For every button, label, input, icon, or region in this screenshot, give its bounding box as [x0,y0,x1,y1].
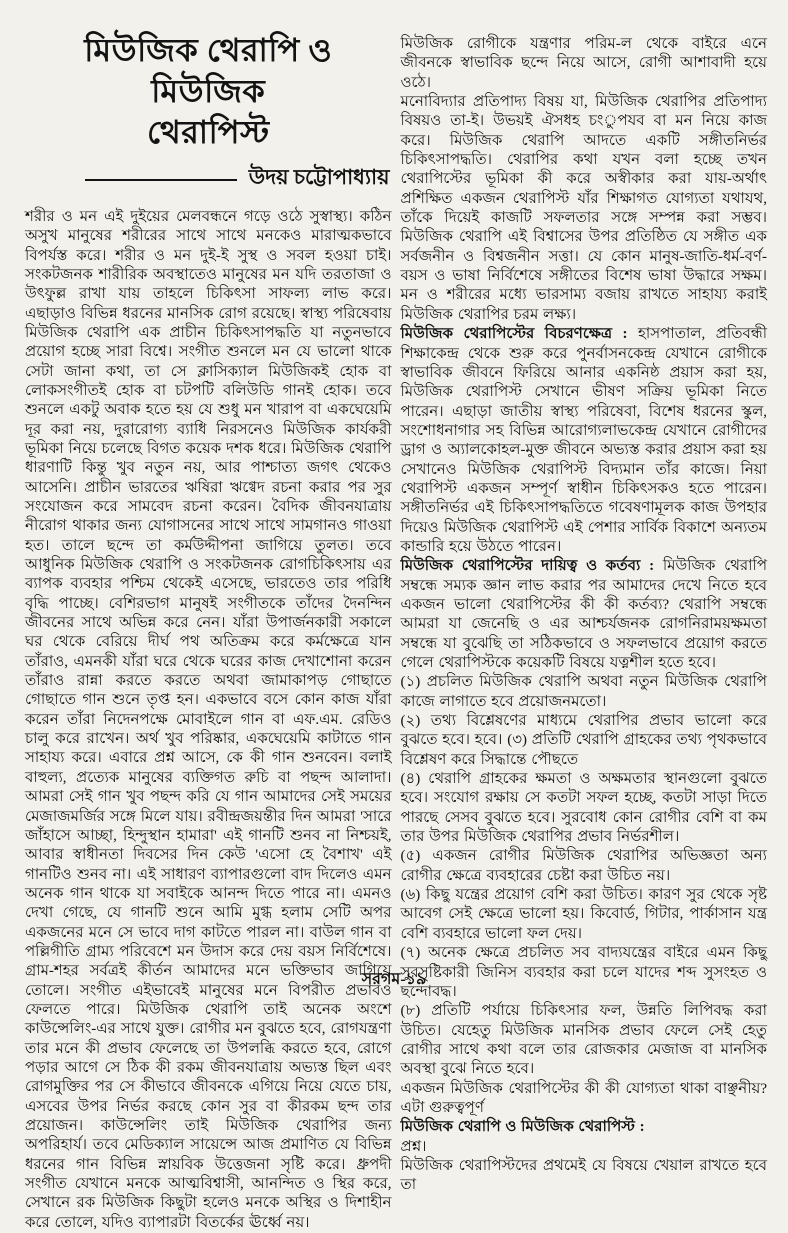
paragraph: মিউজিক থেরাপিস্টদের প্রথমেই যে বিষয়ে খেয়াল রাখতে হবে তা [400,1157,767,1194]
page-number: সরগম-১৯ [361,971,427,988]
article-title-line1: মিউজিক থেরাপি ও মিউজিক [84,32,333,109]
section-heading: মিউজিক থেরাপি ও মিউজিক থেরাপিস্ট : [400,1119,645,1136]
right-column [401,28,768,1233]
paragraph: (২) তথ্য বিশ্লেষণের মাধ্যমে থেরাপির প্রভাব ভালো করে বুঝতে হবে। হবে। (৩) প্রতিটি থেরাপি গ্রাহকের তথ্য পৃথকভাবে বিশ্লেষণ করে সিদ্ধান্তে পৌছতে [400,713,767,768]
paragraph: (৬) কিছু যন্ত্রের প্রয়োগ বেশি করা উচিত। কারণ সুর থেকে সৃষ্ট আবেগ সেই ক্ষেত্রে ভালো হয়। কিবোর্ড, গিটার, পার্কাসান যন্ত্র বেশি ব্যবহারে ভালো ফল দেয়। [400,887,767,942]
section-heading: মিউজিক থেরাপিস্টের দায়িত্ব ও কর্তব্য : [400,558,655,575]
paragraph: মিউজিক রোগীকে যন্ত্রণার পরিম-ল থেকে বাইরে এনে জীবনকে স্বাভাবিক ছন্দে নিয়ে আসে, রোগী আশাবাদী হয়ে ওঠে। [400,36,767,91]
two-column-layout [25,28,767,1233]
section-paragraph [401,1118,768,1137]
paragraph: (৪) থেরাপি গ্রাহকের ক্ষমতা ও অক্ষমতার স্থানগুলো বুঝতে হবে। সংযোগ রক্ষায় সে কতটা সফল হচ্ছে, কতটা সাড়া দিতে পারছে সেসব বুঝতে হবে। সুরবোধ কোন রোগীর বেশি বা কম তার উপর মিউজিক থেরাপির প্রভাব নির্ভরশীল। [400,771,767,846]
section-paragraph: মিউজিক থেরাপিস্টের দায়িত্ব ও কর্তব্য : মিউজিক থেরাপি সম্বন্ধে সম্যক জ্ঞান লাভ করার পর আমাদের দেখে নিতে হবে একজন ভালো থেরাপিস্টের কী কী কর্তব্য? থেরাপি সম্বন্ধে আমরা যা জেনেছি ও এর আশ্চর্যজনক রোগনিরাময়ক্ষমতা সম্বন্ধে যা বুঝেছি তা সঠিকভাবে ও সফলভাবে প্রয়োগ করতে গেলে থেরাপিস্টকে কয়েকটি বিষয়ে যত্নশীল হতে হবে। [400,558,767,671]
left-column-text: শরীর ও মন এই দুইয়ের মেলবন্ধনে গড়ে ওঠে সুস্বাস্থ্য। কঠিন অসুখ মানুষের শরীরের সাথে সাথে মনকেও মারাত্মকভাবে বিপর্যস্ত করে। শরীর ও মন দুই-ই সুস্থ ও সবল হওয়া চাই। সংকটজনক শারীরিক অবস্থাতেও মানুষের মন যদি তরতাজা ও উৎফুল্ল রাখা যায় তাহলে চিকিৎসা সাফল্য লাভ করে। এছাড়াও বিভিন্ন ধরনের মানসিক রোগ রয়েছে। স্বাস্থ্য পরিষেবায় মিউজিক থেরাপি এক প্রাচীন চিকিৎসাপদ্ধতি যা নতুনভাবে প্রয়োগ হচ্ছে সারা বিশ্বে। সংগীত শুনলে মন যে ভালো থাকে সেটা জানা কথা, তা সে ক্লাসিক্যাল মিউজিকই হোক বা লোকসংগীতই হোক বা চটপটি বলিউডি গানই হোক। তবে শুনলে একটু অবাক হতে হয় যে শুধু মন খারাপ বা একঘেয়েমি দূর করা নয়, দুরারোগ্য ব্যাধি নিরসনেও মিউজিক কার্যকরী ভূমিকা নিয়ে চলেছে বিগত কয়েক দশক ধরে। মিউজিক থেরাপি ধারণাটি কিন্তু খুব নতুন নয়, আর পাশ্চাত্য জগৎ থেকেও আসেনি। প্রাচীন ভারতের ঋষিরা ঋগ্বেদ রচনা করার পর সুর সংযোজন করে সামবেদ রচনা করেন। বৈদিক জীবনযাত্রায় নীরোগ থাকার জন্য যোগাসনের সাথে সাথে সামগানও গাওয়া হত। তালে ছন্দে তা কর্মউদ্দীপনা জাগিয়ে তুলত। তবে আধুনিক মিউজিক থেরাপি ও সংকটজনক রোগচিকিৎসায় এর ব্যাপক ব্যবহার পশ্চিম থেকেই এসেছে, ভারতেও তার পরিধি বৃদ্ধি পাচ্ছে। বেশিরভাগ মানুষই সংগীতকে তাঁদের দৈনন্দিন জীবনের সাথে অভিন্ন করে নেন। যাঁরা উপার্জনকারী সকালে ঘর থেকে বেরিয়ে দীর্ঘ পথ অতিক্রম করে কর্মক্ষেত্রে যান তাঁরাও, এমনকী যাঁরা ঘরে থেকে ঘরের কাজ দেখাশোনা করেন তাঁরাও রান্না করতে করতে অথবা জামাকাপড় গোছাতে গোছাতে গান শুনে তৃপ্ত হন। একভাবে বসে কোন কাজ যাঁরা করেন তাঁরা নিদেনপক্ষে মোবাইলে গান বা এফ.এম. রেডিও চালু করে রাখেন। অর্থ খুব পরিষ্কার, একঘেয়েমি কাটাতে গান সাহায্য করে। এবারে প্রশ্ন আসে, কে কী গান শুনবেন। বলাই বাহুল্য, প্রত্যেক মানুষের ব্যক্তিগত রুচি বা পছন্দ আলাদা। আমরা সেই গান খুব পছন্দ করি যে গান আমাদের সেই সময়ের মেজাজমর্জির সঙ্গে মিলে যায়। রবীন্দ্রজয়ন্তীর দিন আমরা 'সারে জাঁহাসে আচ্ছা, হিন্দুস্থান হামারা' এই গানটি শুনব না নিশ্চয়ই, আবার স্বাধীনতা দিবসের দিন কেউ 'এসো হে বৈশাখ' এই গানটিও শুনব না। এই সাধারণ ব্যাপারগুলো বাদ দিলেও এমন অনেক গান থাকে যা সবাইকে আনন্দ দিতে পারে না। এমনও দেখা গেছে, যে গানটি শুনে আমি মুগ্ধ হলাম সেটি অপর একজনের মনে সে ভাবে দাগ কাটতে পারল না। বাউল গান বা পল্লিগীতি গ্রাম্য পরিবেশে মন উদাস করে দেয় বয়স নির্বিশেষে। গ্রাম-শহর সর্বত্রই কীর্তন আমাদের মনে ভক্তিভাব জাগিয়ে তোলে। সংগীত এইভাবেই মানুষের মনে বিপরীত প্রভাবও ফেলতে পারে। মিউজিক থেরাপি তাই অনেক অংশে কাউন্সেলিং-এর সাথে যুক্ত। রোগীর মন বুঝতে হবে, রোগযন্ত্রণা তার মনে কী প্রভাব ফেলেছে তা উপলব্ধি করতে হবে, রোগে পড়ার আগে সে ঠিক কী রকম জীবনযাত্রায় অভ্যস্ত ছিল এবং রোগমুক্তির পর সে কীভাবে জীবনকে এগিয়ে নিয়ে যেতে চায়, এসবের উপর নির্ভর করছে কোন সুর বা কীরকম ছন্দ তার প্রয়োজন। কাউন্সেলিং তাই মিউজিক থেরাপির জন্য অপরিহার্য। তবে মেডিক্যাল সায়েন্সে আজ প্রমাণিত যে বিভিন্ন ধরনের গান বিভিন্ন স্নায়বিক উত্তেজনা সৃষ্টি করে। ধ্রুপদী সংগীত যেখানে মনকে আত্মবিশ্বাসী, আনন্দিত ও স্থির করে, সেখানে রক মিউজিক কিছুটা হলেও মনকে অস্থির ও দিশাহীন করে তোলে, যদিও ব্যাপারটা বিতর্কের ঊর্ধ্বে নয়। [25,208,392,1231]
byline-rule [85,179,237,181]
paragraph: (১) প্রচলিত মিউজিক থেরাপি অথবা নতুন মিউজিক থেরাপি কাজে লাগাতে হবে প্রয়োজনমতো। [400,674,767,710]
article-title [31,30,386,153]
paragraph: মনোবিদ্যার প্রতিপাদ্য বিষয় যা, মিউজিক থেরাপির প্রতিপাদ্য বিষয়ও তা-ই। উভয়ই ঐসধহ চংুপযব বা মন নিয়ে কাজ করে। মিউজিক থেরাপি আদতে একটি সঙ্গীতনির্ভর চিকিৎসাপদ্ধতি। থেরাপির কথা যখন বলা হচ্ছে তখন থেরাপিস্টের ভূমিকা কী করে অস্বীকার করা যায়-অর্থাৎ প্রশিক্ষিত একজন থেরাপিস্ট যাঁর শিক্ষাগত যোগ্যতা যথাযথ, তাঁকে দিয়েই কাজটি সফলতার সঙ্গে সম্পন্ন করা সম্ভব। মিউজিক থেরাপি এই বিশ্বাসের উপর প্রতিষ্ঠিত যে সঙ্গীত এক সর্বজনীন ও বিশ্বজনীন সত্তা। যে কোন মানুষ-জাতি-ধর্ম-বর্ণ-বয়স ও ভাষা নির্বিশেষে সঙ্গীতের বিশেষ ভাষা উদ্ধারে সক্ষম। মন ও শরীরের মধ্যে ভারসাম্য বজায় রাখতে সাহায্য করাই মিউজিক থেরাপির চরম লক্ষ্য। [400,94,767,323]
section-paragraph: মিউজিক থেরাপিস্টের বিচরণক্ষেত্র : হাসপাতাল, প্রতিবন্ধী শিক্ষাকেন্দ্র থেকে শুরু করে পুনর্বাসনকেন্দ্র যেখানে রোগীকে স্বাভাবিক জীবনে ফিরিয়ে আনার একনিষ্ঠ প্রয়াস করা হয়, মিউজিক থেরাপিস্ট সেখানে ভীষণ সক্রিয় ভূমিকা নিতে পারেন। এছাড়া জাতীয় স্বাস্থ্য পরিষেবা, বিশেষ ধরনের স্কুল, সংশোধনাগার সহ বিভিন্ন আরোগ্যলাভকেন্দ্র যেখানে রোগীদের ড্রাগ ও অ্যালকোহল-মুক্ত জীবনে অভ্যস্ত করার প্রয়াস করা হয় সেখানেও মিউজিক থেরাপিস্ট বিদ্যমান তাঁর কাজে। নিয়া থেরাপিস্ট একজন সম্পূর্ণ স্বাধীন চিকিৎসকও হতে পারেন। সঙ্গীতনির্ভর এই চিকিৎসাপদ্ধতিতে গবেষণামূলক কাজ উপহার দিয়েও মিউজিক থেরাপিস্ট এই পেশার সার্বিক বিকাশে অন্যতম কান্ডারি হয়ে উঠতে পারেন। [400,326,767,555]
left-column [25,28,392,1233]
section-heading: মিউজিক থেরাপিস্টের বিচরণক্ষেত্র : [400,326,628,343]
paragraph: (৮) প্রতিটি পর্যায়ে চিকিৎসার ফল, উন্নতি লিপিবদ্ধ করা উচিত। যেহেতু মিউজিক মানসিক প্রভাব ফেলে সেই হেতু রোগীর সাথে কথা বলে তার রোজকার মেজাজ বা মানসিক অবস্থা বুঝে নিতে হবে। [400,1003,767,1078]
paragraph: (৭) অনেক ক্ষেত্রে প্রচলিত সব বাদ্যযন্ত্রের বাইরে এমন কিছু সুরসৃষ্টিকারী জিনিস ব্যবহার করা চলে যাদের শব্দ সুসংহত ও ছন্দোবদ্ধ। [400,945,767,1000]
page-footer [0,966,788,993]
paragraph: প্রশ্ন। [400,1138,427,1155]
byline [27,161,390,196]
article-title-line2: থেরাপিস্ট [146,113,270,150]
paragraph: একজন মিউজিক থেরাপিস্টের কী কী যোগ্যতা থাকা বাঞ্ছনীয়? এটা গুরুত্বপূর্ণ [400,1080,767,1116]
paragraph: (৫) একজন রোগীর মিউজিক থেরাপির অভিজ্ঞতা অন্য রোগীর ক্ষেত্রে ব্যবহারের চেষ্টা করা উচিত নয়। [400,848,767,884]
author-name: উদয় চট্টোপাধ্যায় [248,164,390,189]
